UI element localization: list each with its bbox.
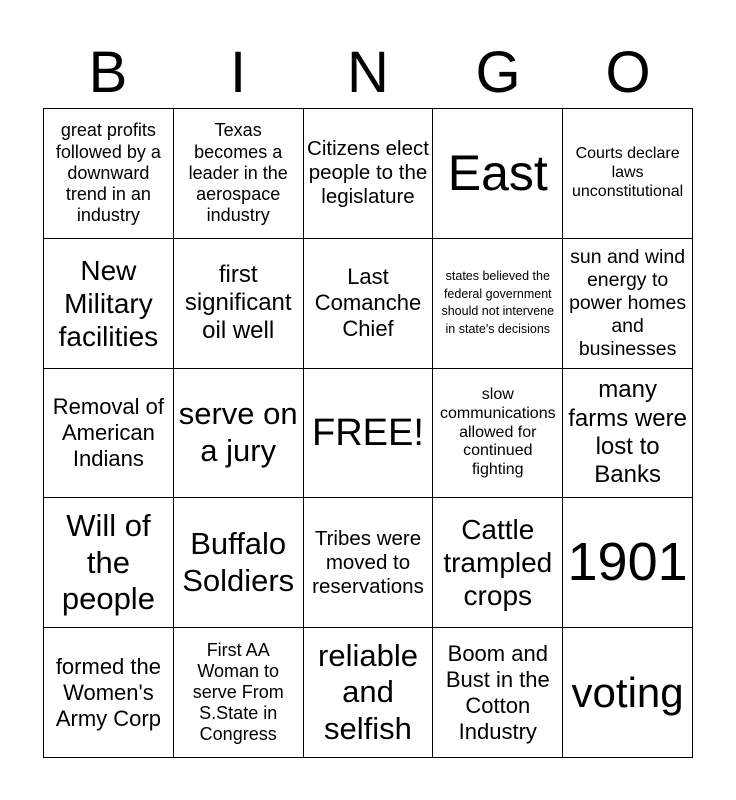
bingo-board — [43, 108, 693, 758]
header-letter-n: N — [347, 40, 389, 105]
cell-text: Citizens elect people to the legislature — [307, 137, 429, 209]
cell-text: Last Comanche Chief — [314, 264, 422, 342]
bingo-cell-r3-c2[interactable] — [174, 369, 304, 499]
bingo-cell-r4-c4[interactable] — [433, 498, 563, 628]
bingo-cell-r5-c5[interactable] — [563, 628, 693, 758]
header-letter-o: O — [605, 40, 651, 105]
cell-text: Courts declare laws unconstitutional — [572, 145, 684, 200]
bingo-cell-r1-c4[interactable] — [433, 109, 563, 239]
bingo-cell-r4-c2[interactable] — [174, 498, 304, 628]
cell-text: FREE! — [312, 411, 424, 454]
header-letter-g: G — [475, 40, 521, 105]
bingo-cell-r5-c4[interactable] — [433, 628, 563, 758]
bingo-cell-r5-c1[interactable] — [44, 628, 174, 758]
cell-text: New Military facilities — [58, 254, 159, 352]
header-letter-b: B — [88, 40, 128, 105]
cell-text: serve on a jury — [178, 396, 298, 468]
cell-text: Will of the people — [61, 507, 155, 617]
bingo-cell-r2-c2[interactable] — [174, 239, 304, 369]
bingo-cell-r1-c2[interactable] — [174, 109, 304, 239]
cell-text: Removal of American Indians — [52, 394, 165, 471]
bingo-header — [43, 38, 693, 108]
cell-text: Texas becomes a leader in the aerospace industry — [188, 120, 288, 226]
bingo-cell-r3-c3[interactable] — [304, 369, 434, 499]
cell-text: reliable and selfish — [318, 637, 418, 746]
header-letter-i: I — [229, 40, 247, 105]
bingo-cell-r5-c3[interactable] — [304, 628, 434, 758]
cell-text: voting — [571, 668, 684, 716]
cell-text: Boom and Bust in the Cotton Industry — [445, 640, 550, 744]
bingo-cell-r3-c1[interactable] — [44, 369, 174, 499]
cell-text: first significant oil well — [184, 260, 292, 345]
cell-text: East — [447, 144, 548, 201]
cell-text: states believed the federal government should not intervene in state's decisions — [441, 269, 555, 336]
bingo-cell-r5-c2[interactable] — [174, 628, 304, 758]
cell-text: slow communications allowed for continued fighting — [439, 385, 556, 479]
cell-text: Buffalo Soldiers — [182, 526, 295, 598]
bingo-cell-r4-c5[interactable] — [563, 498, 693, 628]
bingo-cell-r1-c5[interactable] — [563, 109, 693, 239]
bingo-cell-r4-c1[interactable] — [44, 498, 174, 628]
cell-text: Cattle trampled crops — [443, 514, 553, 612]
cell-text: great profits followed by a downward trend in an industry — [55, 120, 161, 226]
cell-text: formed the Women's Army Corp — [55, 653, 161, 731]
bingo-cell-r4-c3[interactable] — [304, 498, 434, 628]
bingo-cell-r1-c1[interactable] — [44, 109, 174, 239]
bingo-cell-r3-c4[interactable] — [433, 369, 563, 499]
bingo-cell-r2-c4[interactable] — [433, 239, 563, 369]
cell-text: many farms were lost to Banks — [568, 376, 687, 489]
bingo-cell-r2-c1[interactable] — [44, 239, 174, 369]
cell-text: Tribes were moved to reservations — [312, 526, 424, 598]
bingo-cell-r2-c3[interactable] — [304, 239, 434, 369]
bingo-cell-r2-c5[interactable] — [563, 239, 693, 369]
cell-text: First AA Woman to serve From S.State in Congress — [192, 639, 284, 745]
cell-text: 1901 — [567, 531, 688, 592]
bingo-cell-r3-c5[interactable] — [563, 369, 693, 499]
cell-text: sun and wind energy to power homes and businesses — [569, 245, 687, 360]
bingo-cell-r1-c3[interactable] — [304, 109, 434, 239]
